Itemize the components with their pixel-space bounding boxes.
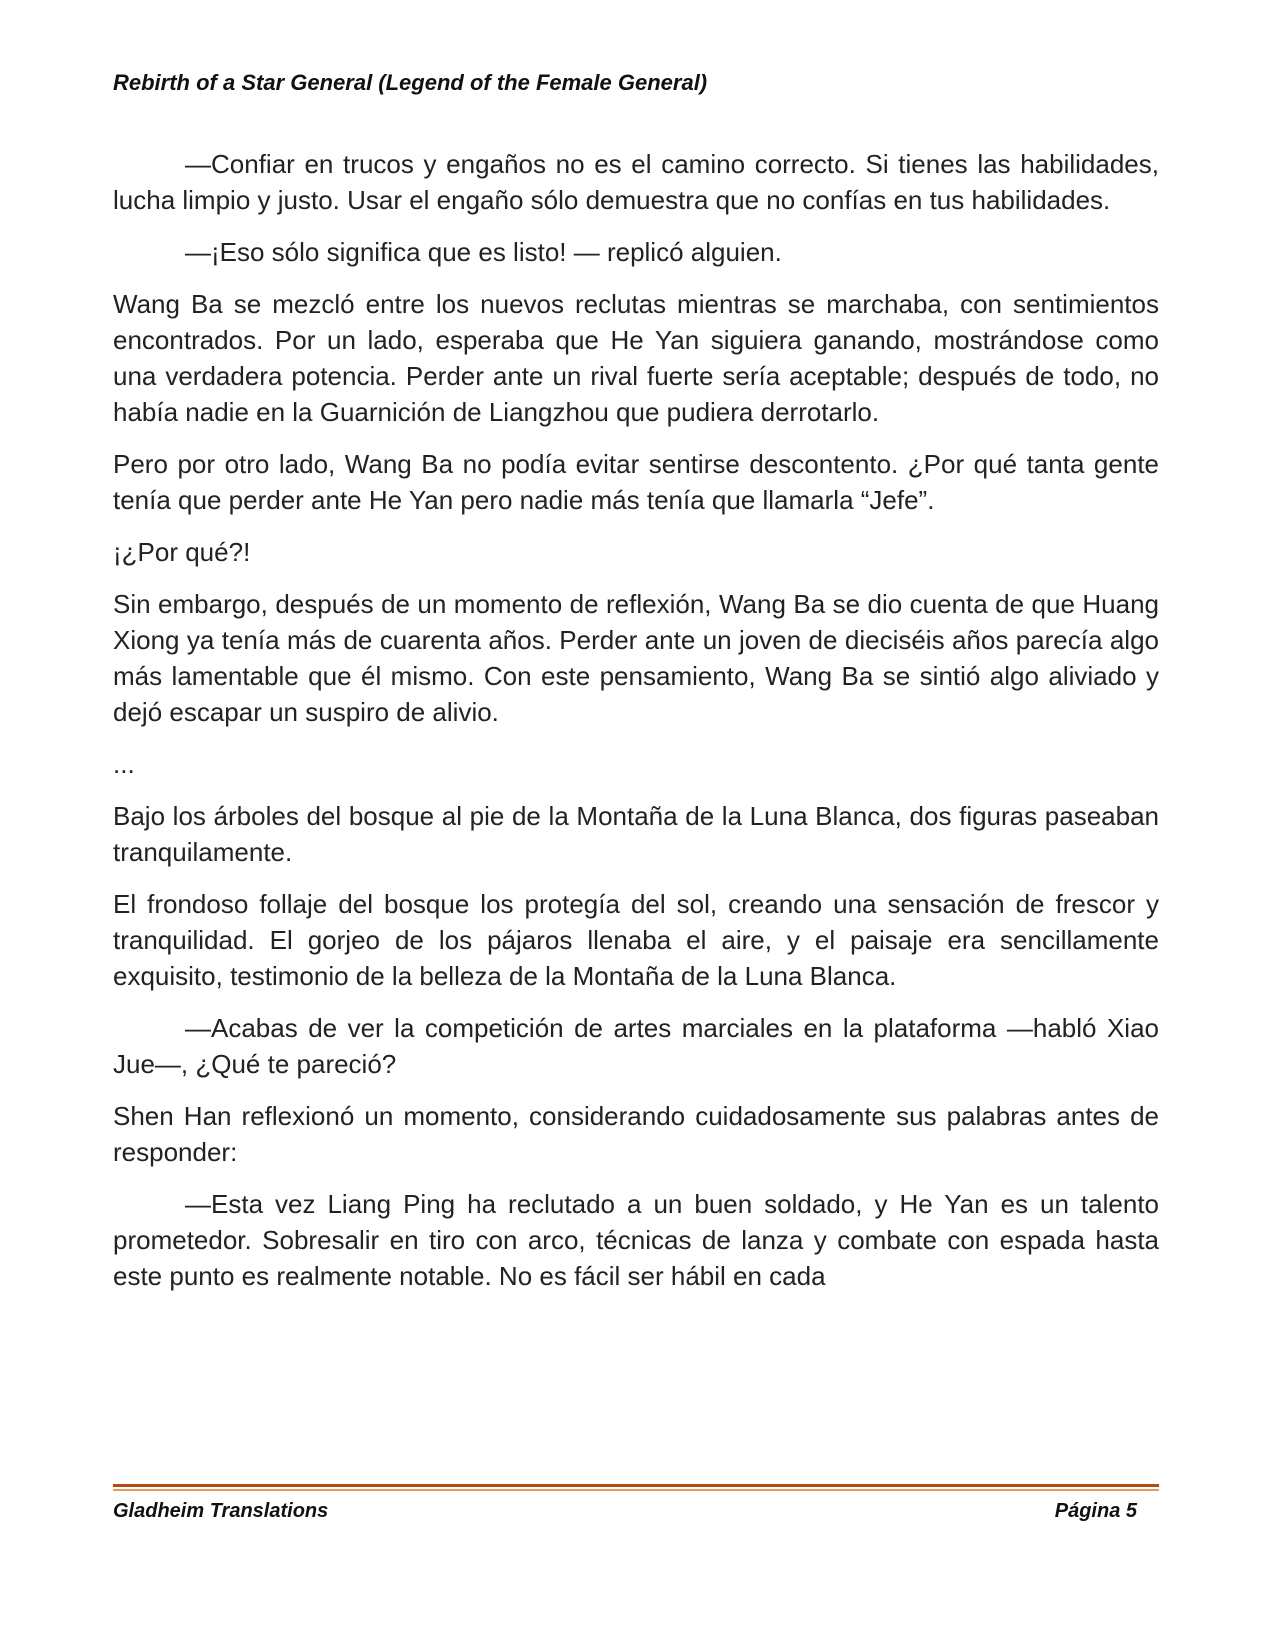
document-body (113, 146, 1159, 1310)
footer-divider (113, 1484, 1159, 1492)
paragraph: Sin embargo, después de un momento de reflexión, Wang Ba se dio cuenta de que Huang Xiong ya tenía más de cuarenta años. Perder ante un joven de dieciséis años parecía algo más lamentable que él mismo. Con este pensamiento, Wang Ba se sintió algo aliviado y dejó escapar un suspiro de alivio. (113, 589, 1159, 727)
footer-divider-light-line (113, 1489, 1159, 1491)
paragraph: ... (113, 749, 135, 779)
paragraph: El frondoso follaje del bosque los protegía del sol, creando una sensación de frescor y tranquilidad. El gorjeo de los pájaros llenaba el aire, y el paisaje era sencillamente exquisito, testimonio de la belleza de la Montaña de la Luna Blanca. (113, 889, 1159, 991)
paragraph: —Acabas de ver la competición de artes marciales en la plataforma —habló Xiao Jue—, ¿Qué te pareció? (113, 1013, 1159, 1079)
paragraph: Pero por otro lado, Wang Ba no podía evitar sentirse descontento. ¿Por qué tanta gente tenía que perder ante He Yan pero nadie más tenía que llamarla “Jefe”. (113, 449, 1159, 515)
footer-page-number: Página 5 (1054, 1500, 1137, 1522)
paragraph: —Esta vez Liang Ping ha reclutado a un buen soldado, y He Yan es un talento prometedor. Sobresalir en tiro con arco, técnicas de lanza y combate con espada hasta este punto es realmente notable. No es fácil ser hábil en cada (113, 1189, 1159, 1291)
page-header-title: Rebirth of a Star General (Legend of the Female General) (113, 70, 708, 95)
paragraph: —Confiar en trucos y engaños no es el camino correcto. Si tienes las habilidades, lucha limpio y justo. Usar el engaño sólo demuestra que no confías en tus habilidades. (113, 149, 1159, 215)
paragraph: ¡¿Por qué?! (113, 537, 251, 567)
paragraph: Shen Han reflexionó un momento, considerando cuidadosamente sus palabras antes de responder: (113, 1101, 1159, 1167)
paragraph: Wang Ba se mezcló entre los nuevos reclutas mientras se marchaba, con sentimientos encontrados. Por un lado, esperaba que He Yan siguiera ganando, mostrándose como una verdadera potencia. Perder ante un rival fuerte sería aceptable; después de todo, no había nadie en la Guarnición de Liangzhou que pudiera derrotarlo. (113, 289, 1159, 427)
footer-publisher: Gladheim Translations (113, 1500, 329, 1522)
footer-divider-dark-line (113, 1484, 1159, 1487)
paragraph: —¡Eso sólo significa que es listo! — replicó alguien. (185, 237, 782, 267)
paragraph: Bajo los árboles del bosque al pie de la Montaña de la Luna Blanca, dos figuras paseaban tranquilamente. (113, 801, 1159, 867)
